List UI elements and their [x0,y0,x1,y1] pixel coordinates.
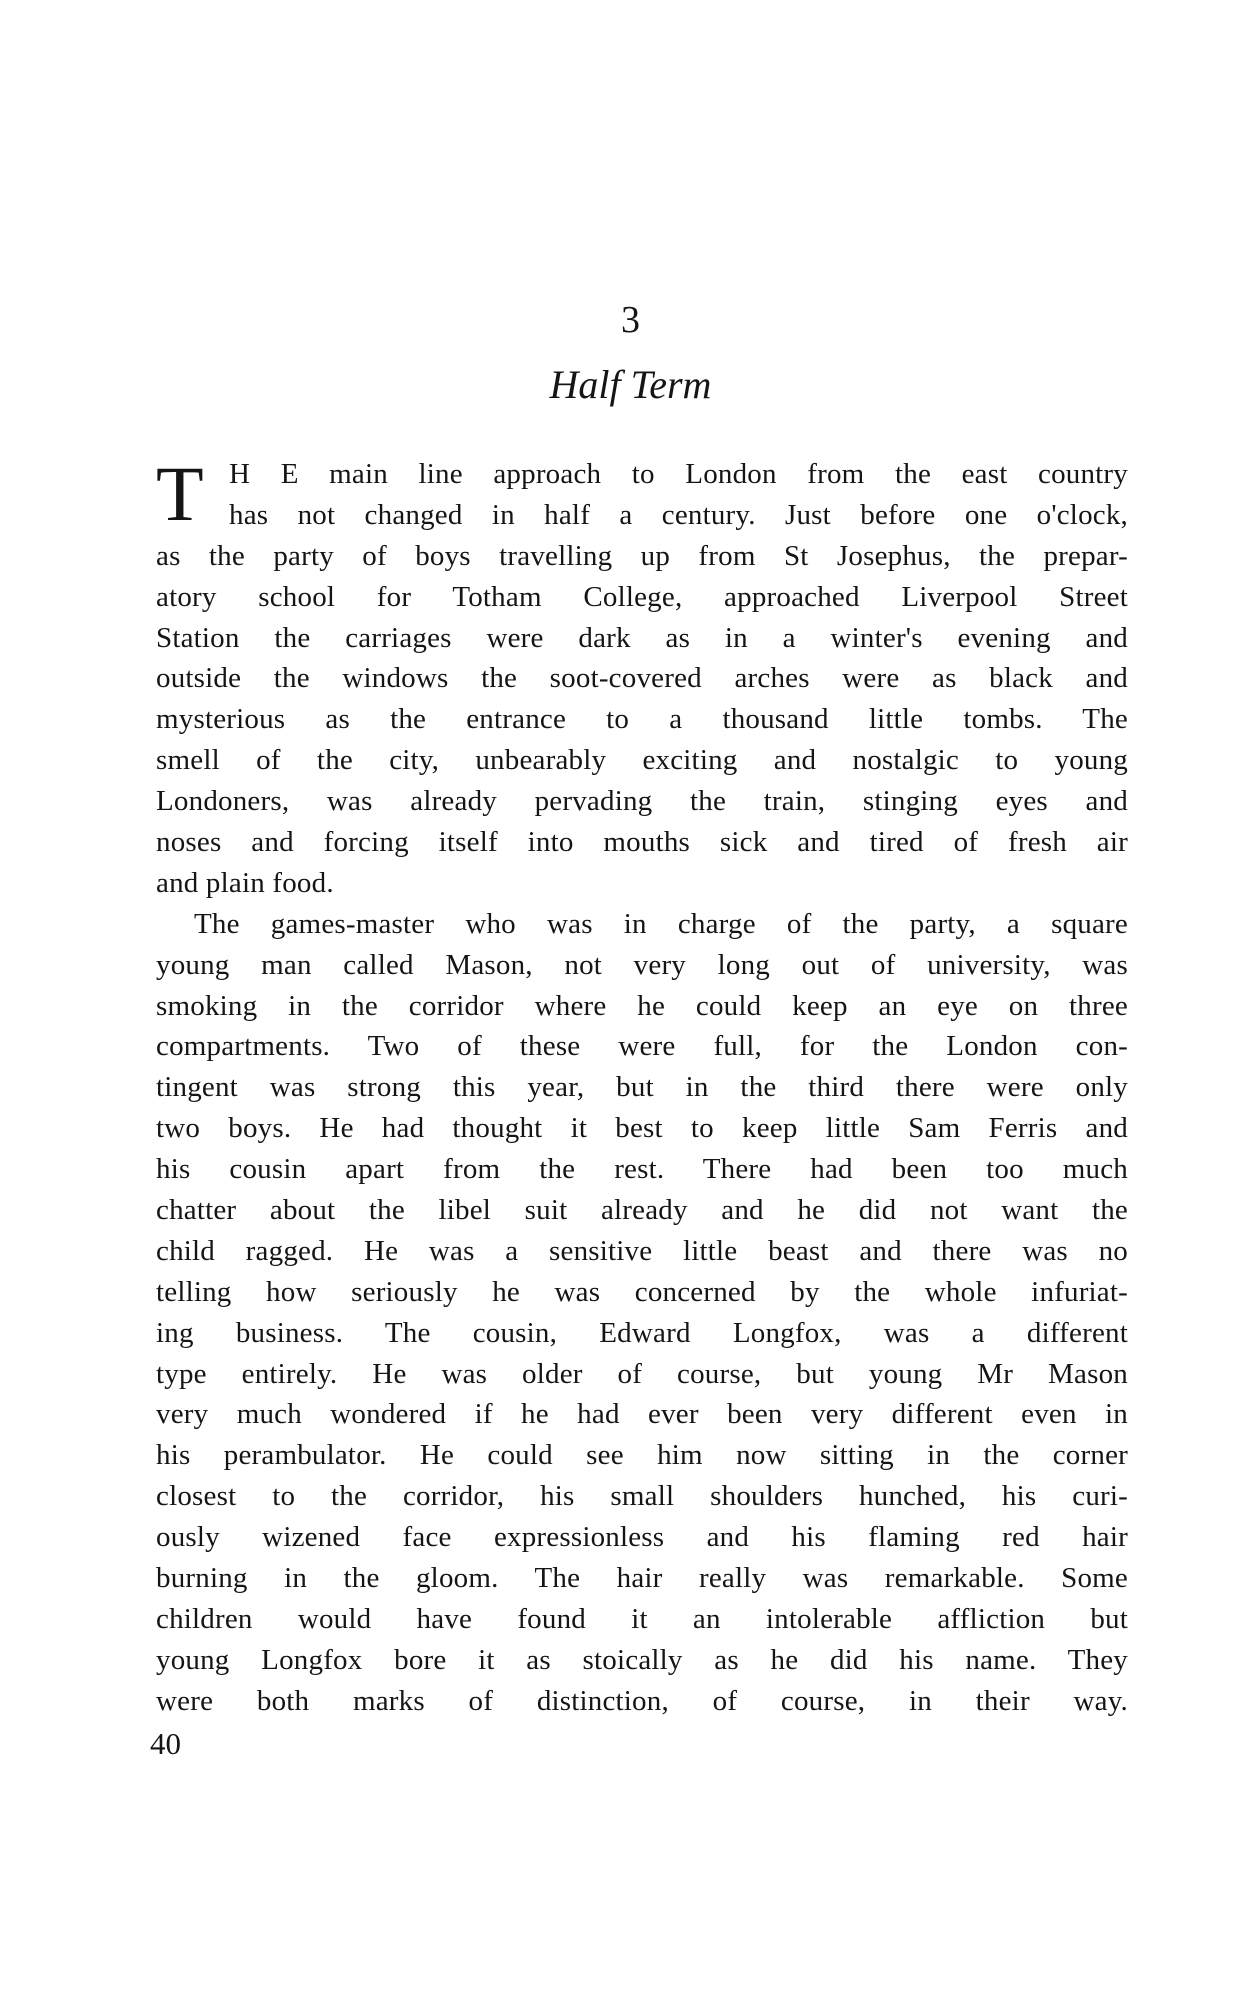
text-line: chatter about the libel suit already and he did not want the [156,1194,1128,1227]
body-text [156,450,1128,1722]
text-line: smoking in the corridor where he could keep an eye on three [156,989,1128,1022]
text-line: outside the windows the soot-covered arches were as black and [156,662,1128,695]
text-line: tingent was strong this year, but in the third there were only [156,1071,1128,1104]
chapter-title: Half Term [549,362,712,407]
text-line: were both marks of distinction, of course, in their way. [156,1684,1128,1717]
text-line: young Longfox bore it as stoically as he did his name. They [156,1643,1128,1676]
text-line: his cousin apart from the rest. There had been too much [156,1153,1128,1186]
text-line: closest to the corridor, his small shoulders hunched, his curi- [156,1480,1128,1513]
text-line: and plain food. [156,866,334,899]
text-line: The games-master who was in charge of the party, a square [194,907,1128,940]
text-line: as the party of boys travelling up from St Josephus, the prepar- [156,539,1128,572]
text-line: telling how seriously he was concerned by the whole infuriat- [156,1275,1128,1308]
text-line: Station the carriages were dark as in a winter's evening and [156,621,1128,654]
text-line: atory school for Totham College, approached Liverpool Street [156,580,1128,613]
text-line: Londoners, was already pervading the train, stinging eyes and [156,785,1128,818]
drop-cap: T [156,450,204,537]
text-line: his perambulator. He could see him now sitting in the corner [156,1439,1128,1472]
text-line: burning in the gloom. The hair really was remarkable. Some [156,1562,1128,1595]
text-line: smell of the city, unbearably exciting and nostalgic to young [156,744,1128,777]
chapter-number: 3 [621,299,640,341]
text-line: noses and forcing itself into mouths sick and tired of fresh air [156,826,1128,859]
text-line: has not changed in half a century. Just before one o'clock, [229,498,1128,531]
text-line: children would have found it an intolerable affliction but [156,1602,1128,1635]
text-line: compartments. Two of these were full, for the London con- [156,1030,1128,1063]
paragraph-2 [156,904,1128,1722]
text-line: mysterious as the entrance to a thousand little tombs. The [156,703,1128,736]
paragraph-1 [156,536,1128,904]
text-line: young man called Mason, not very long out of university, was [156,948,1128,981]
text-line: type entirely. He was older of course, but young Mr Mason [156,1357,1128,1390]
text-line: two boys. He had thought it best to keep little Sam Ferris and [156,1112,1128,1145]
text-line: ing business. The cousin, Edward Longfox, was a different [156,1316,1128,1349]
text-line: child ragged. He was a sensitive little beast and there was no [156,1234,1128,1267]
page-number: 40 [150,1726,181,1761]
opening-lines [156,450,1128,537]
text-line: ously wizened face expressionless and his flaming red hair [156,1521,1128,1554]
text-line: very much wondered if he had ever been very different even in [156,1398,1128,1431]
text-line: H E main line approach to London from the east country [229,458,1128,490]
